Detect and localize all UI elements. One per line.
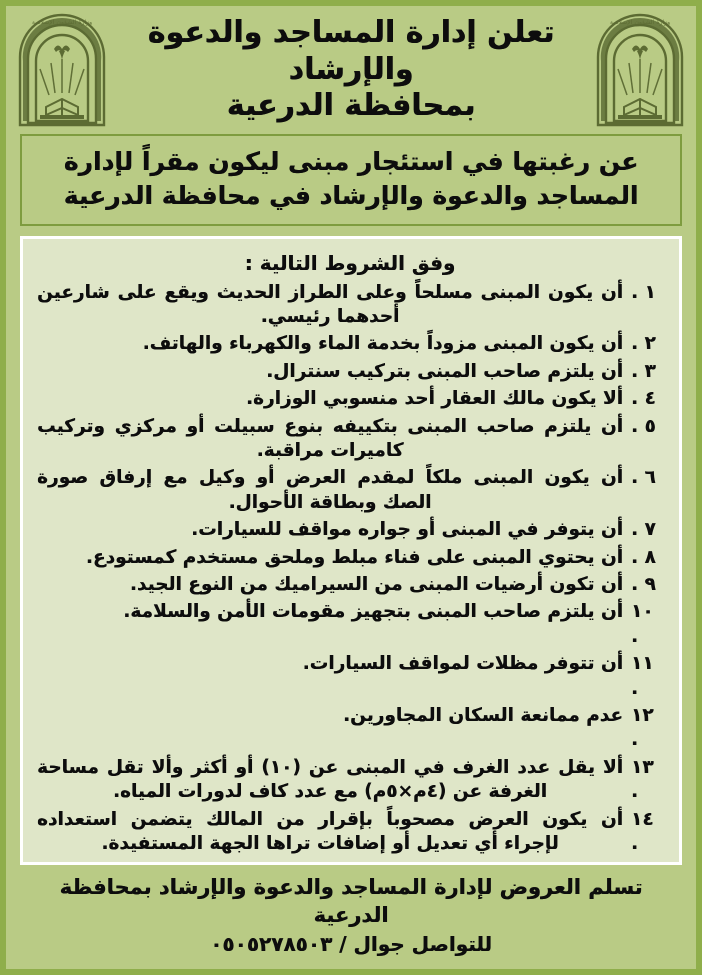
poster-title-line1: تعلن إدارة المساجد والدعوة والإرشاد: [147, 15, 555, 87]
poster-header: [6, 6, 696, 134]
condition-item: [37, 466, 663, 515]
condition-item: [37, 600, 663, 649]
condition-item: [37, 573, 663, 597]
ministry-mosque-emblem-left: [588, 11, 692, 129]
condition-item: [37, 415, 663, 464]
condition-text: أن يكون المبنى ملكاً لمقدم العرض أو وكيل مع إرفاق صورة الصك وبطاقة الأحوال.: [37, 467, 623, 513]
condition-text: أن يلتزم صاحب المبنى بتجهيز مقومات الأمن والسلامة.: [123, 601, 623, 623]
condition-text: أن يلتزم صاحب المبنى بتركيب سنترال.: [266, 360, 623, 382]
condition-text: ألا يقل عدد الغرف في المبنى عن (١٠) أو أكثر وألا تقل مساحة الغرفة عن (٤م×٥م) مع عدد كاف لدورات المياه.: [37, 756, 623, 803]
conditions-section: [6, 236, 696, 866]
condition-number: ٥ .: [631, 415, 656, 437]
condition-number: ٨ .: [631, 546, 656, 568]
contact-phone: للتواصل جوال / ٠٥٠٥٢٧٨٥٠٣: [210, 932, 492, 956]
condition-number: ٤ .: [631, 388, 656, 410]
subtitle-text: عن رغبتها في استئجار مبنى ليكون مقراً لإدارة المساجد والدعوة والإرشاد في محافظة الدرعية: [63, 147, 639, 210]
condition-number: ٦ .: [631, 467, 656, 489]
condition-text: أن يتوفر في المبنى أو جواره مواقف للسيارات.: [191, 519, 623, 541]
svg-text:وزارة الشؤون الإسلامية: وزارة الشؤون الإسلامية: [609, 19, 671, 26]
condition-item: [37, 332, 663, 356]
poster-footer: [6, 865, 696, 969]
condition-number: ١٢ .: [631, 705, 654, 751]
condition-text: أن يلتزم صاحب المبنى بتكييفه بنوع سبيلت أو مركزي وتركيب كاميرات مراقبة.: [37, 415, 623, 461]
condition-item: [37, 756, 663, 805]
poster-title: [114, 15, 588, 125]
condition-item: [37, 281, 663, 330]
submission-instruction: تسلم العروض لإدارة المساجد والدعوة والإرشاد بمحافظة الدرعية: [59, 875, 643, 927]
condition-item: [37, 808, 663, 857]
condition-text: أن تكون أرضيات المبنى من السيراميك من النوع الجيد.: [129, 573, 623, 595]
condition-item: [37, 704, 663, 753]
conditions-heading: وفق الشروط التالية :: [244, 250, 456, 275]
subtitle-section: [6, 134, 696, 236]
condition-text: عدم ممانعة السكان المجاورين.: [343, 705, 623, 726]
condition-text: أن تتوفر مظلات لمواقف السيارات.: [302, 653, 623, 675]
condition-item: [37, 387, 663, 411]
condition-number: ١٠ .: [631, 601, 654, 647]
condition-item: [37, 518, 663, 542]
condition-number: ١١ .: [631, 653, 654, 699]
condition-text: أن يكون المبنى مسلحاً وعلى الطراز الحديث ويقع على شارعين أحدهما رئيسي.: [37, 281, 623, 327]
condition-item: [37, 652, 663, 701]
condition-number: ٧ .: [631, 519, 656, 541]
condition-text: أن يكون العرض مصحوباً بإقرار من المالك يتضمن استعداده لإجراء أي تعديل أو إضافات تراها الجهة المستفيدة.: [37, 808, 623, 855]
condition-number: ١٤ .: [631, 808, 654, 855]
conditions-list: [37, 281, 663, 857]
condition-number: ١ .: [631, 281, 656, 303]
poster-inner-frame: [6, 6, 696, 969]
svg-text:وزارة الشؤون الإسلامية: وزارة الشؤون الإسلامية: [31, 19, 93, 26]
subtitle-box: [20, 134, 682, 226]
condition-text: أن يكون المبنى مزوداً بخدمة الماء والكهرباء والهاتف.: [142, 333, 623, 355]
condition-number: ٣ .: [631, 360, 656, 382]
condition-number: ٢ .: [631, 333, 656, 355]
condition-text: أن يحتوي المبنى على فناء مبلط وملحق مستخدم كمستودع.: [85, 546, 623, 568]
conditions-panel: [20, 236, 682, 866]
ministry-mosque-emblem-right: [10, 11, 114, 129]
condition-number: ١٣ .: [631, 756, 654, 803]
condition-item: [37, 546, 663, 570]
condition-item: [37, 360, 663, 384]
condition-text: ألا يكون مالك العقار أحد منسوبي الوزارة.: [245, 388, 623, 410]
condition-number: ٩ .: [631, 573, 656, 595]
poster-title-line2: بمحافظة الدرعية: [226, 88, 476, 124]
